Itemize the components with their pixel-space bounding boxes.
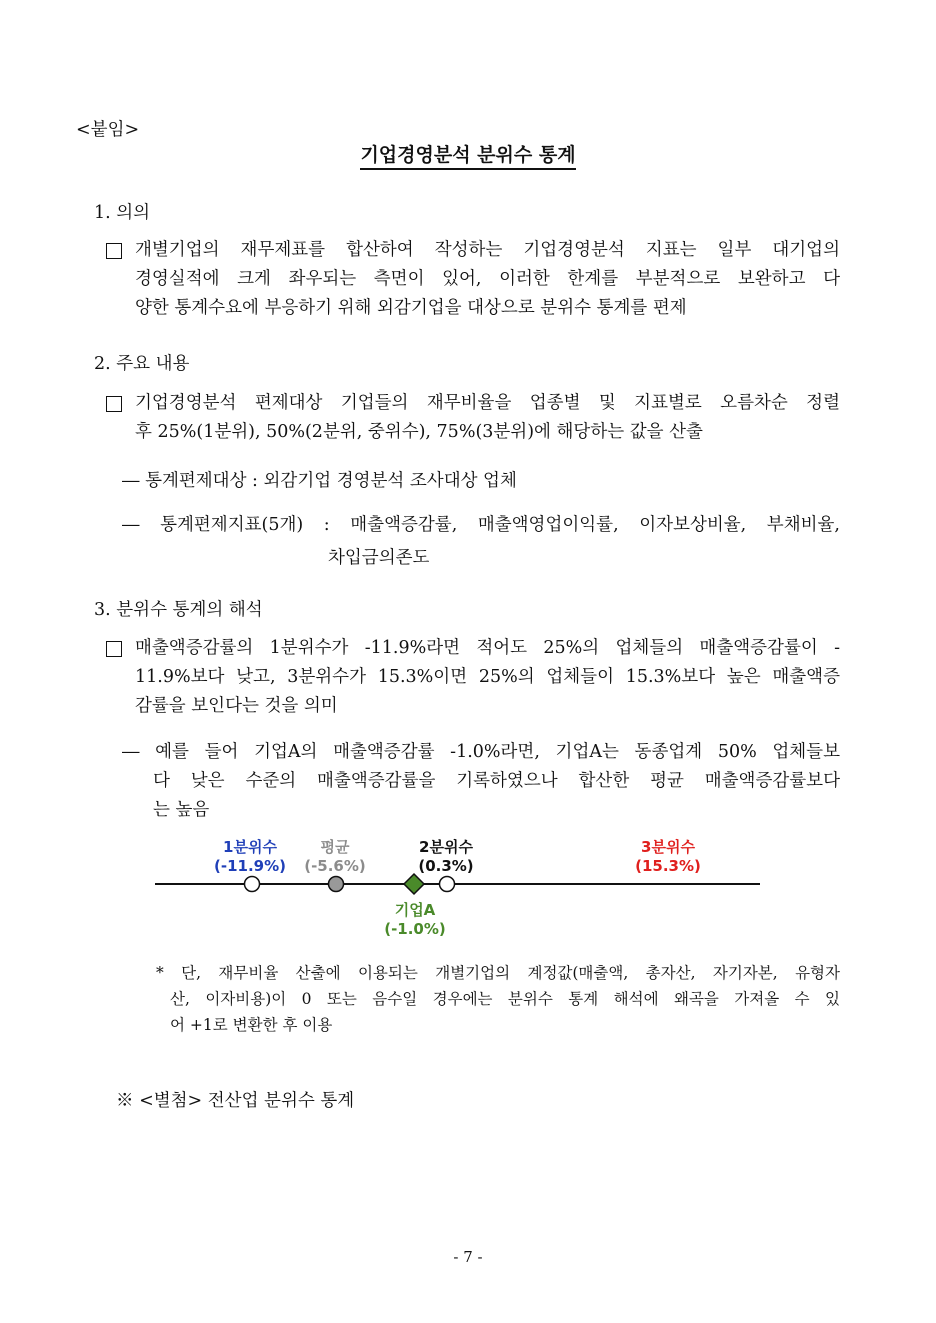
company-a-marker xyxy=(404,874,424,894)
q1-name-label: 1분위수 xyxy=(223,838,277,856)
section-3-example: ― 예를 들어 기업A의 매출액증감률 -1.0%라면, 기업A는 동종업계 50% 업체들보 다 낮은 수준의 매출액증감률을 기록하였으나 합산한 평균 매출액증감률보다 는 높음 xyxy=(122,742,840,820)
company-a-name-label: 기업A xyxy=(394,901,436,919)
q2-marker xyxy=(440,877,455,892)
q1-marker xyxy=(245,877,260,892)
q3-name-label: 3분위수 xyxy=(641,838,695,856)
page-number: - 7 - xyxy=(453,1248,483,1266)
q2-value-label: (0.3%) xyxy=(418,857,474,875)
mean-name-label: 평균 xyxy=(320,838,350,856)
section-2-dash-indicators-cont: 차입금의존도 xyxy=(328,548,430,568)
section-3-heading: 3. 분위수 통계의 해석 xyxy=(94,600,263,620)
mean-value-label: (-5.6%) xyxy=(304,857,366,875)
checkbox-bullet xyxy=(106,243,122,262)
attachment-label: <붙임> xyxy=(76,120,140,140)
footnote: * 단, 재무비율 산출에 이용되는 개별기업의 계정값(매출액, 총자산, 자기자본, 유형자 산, 이자비용)이 0 또는 음수일 경우에는 분위수 통계 해석에 왜곡을 가져올 수 있 어 +1로 변환한 후 이용 xyxy=(156,964,840,1034)
section-2-heading: 2. 주요 내용 xyxy=(94,354,190,374)
q2-name-label: 2분위수 xyxy=(419,838,473,856)
company-a-value-label: (-1.0%) xyxy=(384,920,446,938)
section-1-paragraph: 개별기업의 재무제표를 합산하여 작성하는 기업경영분석 지표는 일부 대기업의 경영실적에 크게 좌우되는 측면이 있어, 이러한 한계를 부분적으로 보완하고 다 양한 통계수요에 부응하기 위해 외감기업을 대상으로 분위수 통계를 편제 xyxy=(135,240,840,318)
checkbox-bullet xyxy=(106,641,122,660)
mean-marker xyxy=(329,877,344,892)
checkbox-bullet xyxy=(106,396,122,415)
quantile-number-line xyxy=(140,830,780,945)
section-3-paragraph: 매출액증감률의 1분위수가 -11.9%라면 적어도 25%의 업체들의 매출액증감률이 - 11.9%보다 낮고, 3분위수가 15.3%이면 25%의 업체들이 15.3%보다 높은 매출액증 감률을 보인다는 것을 의미 xyxy=(135,638,840,716)
q3-value-label: (15.3%) xyxy=(635,857,701,875)
section-2-dash-indicators: ― 통계편제지표(5개) : 매출액증감률, 매출액영업이익률, 이자보상비율, 부채비율, xyxy=(122,515,840,535)
section-2-paragraph: 기업경영분석 편제대상 기업들의 재무비율을 업종별 및 지표별로 오름차순 정렬 후 25%(1분위), 50%(2분위, 중위수), 75%(3분위)에 해당하는 값을 산출 xyxy=(135,393,840,442)
appendix-note: ※ <별첨> 전산업 분위수 통계 xyxy=(116,1091,355,1111)
section-1-heading: 1. 의의 xyxy=(94,203,151,223)
section-2-dash-target: ― 통계편제대상 : 외감기업 경영분석 조사대상 업체 xyxy=(122,471,517,491)
page-title: 기업경영분석 분위수 통계 xyxy=(0,140,936,167)
q1-value-label: (-11.9%) xyxy=(214,857,286,875)
